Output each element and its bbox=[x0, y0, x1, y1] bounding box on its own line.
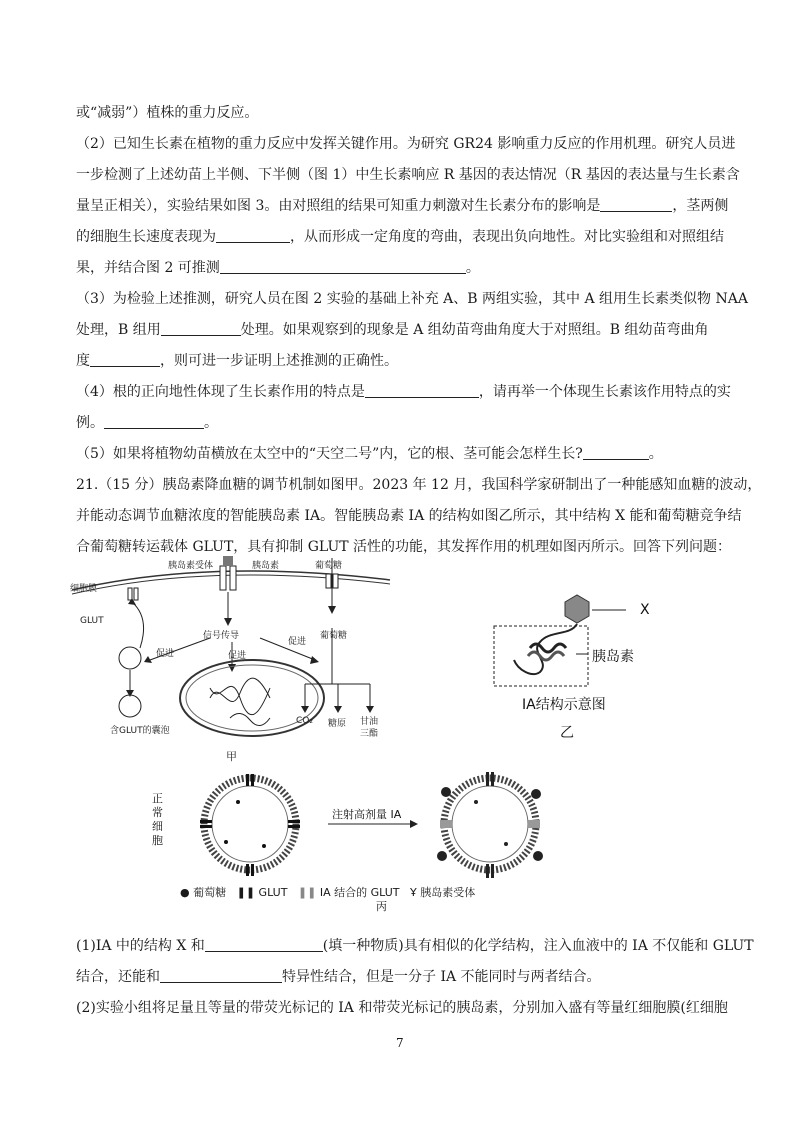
figure-bing-caption: 丙 bbox=[376, 900, 387, 913]
figure-yi-drawing bbox=[480, 590, 690, 690]
triglyceride-label-2: 三酯 bbox=[360, 729, 379, 739]
figure-yi-caption: 乙 bbox=[560, 725, 574, 741]
text-line: 合葡萄糖转运载体 GLUT，具有抑制 GLUT 活性的功能，其发挥作用的机理如图丙所示。回答下列问题： bbox=[76, 539, 732, 555]
ia-structure-title: IA结构示意图 bbox=[522, 697, 606, 713]
answer-blank[interactable] bbox=[104, 414, 204, 429]
figure-jia-caption: 甲 bbox=[226, 750, 237, 763]
answer-blank[interactable] bbox=[600, 197, 672, 212]
answer-blank[interactable] bbox=[365, 383, 479, 398]
promote-left-label: 促进 bbox=[156, 649, 175, 659]
legend-glucose-icon: ● bbox=[180, 886, 190, 899]
insulin-receptor-label: 胰岛素受体 bbox=[168, 561, 214, 571]
legend-receptor-icon: Ұ bbox=[410, 886, 417, 899]
answer-blank[interactable] bbox=[216, 228, 290, 243]
glucose-in-label: 葡萄糖 bbox=[320, 631, 348, 641]
triglyceride-label-1: 甘油 bbox=[360, 717, 379, 727]
answer-blank[interactable] bbox=[205, 937, 323, 952]
inject-ia-label: 注射高剂量 IA bbox=[332, 808, 402, 821]
legend-glut: GLUT bbox=[258, 886, 288, 899]
answer-blank[interactable] bbox=[583, 445, 649, 460]
text-line: （4）根的正向地性体现了生长素作用的特点是 ，请再举一个体现生长素该作用特点的实 bbox=[76, 384, 731, 400]
legend-receptor: 胰岛素受体 bbox=[420, 886, 476, 899]
text-line: 一步检测了上述幼苗上半侧、下半侧（图 1）中生长素响应 R 基因的表达情况（R 基因的表达量与生长素含 bbox=[76, 167, 740, 183]
promote-mid-label: 促进 bbox=[228, 651, 247, 661]
text-line: （5）如果将植物幼苗横放在太空中的“天空二号”内，它的根、茎可能会怎样生长? 。 bbox=[76, 446, 663, 462]
figure-jia bbox=[70, 548, 400, 763]
figure-bing-drawing bbox=[150, 772, 600, 882]
legend-ia-glut: IA 结合的 GLUT bbox=[319, 886, 400, 899]
text-line: 21.（15 分）胰岛素降血糖的调节机制如图甲。2023 年 12 月，我国科学家研制出了一种能感知血糖的波动， bbox=[76, 477, 762, 493]
text-line: 量呈正相关），实验结果如图 3。由对照组的结果可知重力刺激对生长素分布的影响是 ，茎两侧 bbox=[76, 198, 729, 214]
text-line: (1)IA 中的结构 X 和 (填一种物质)具有相似的化学结构，注入血液中的 IA 不仅能和 GLUT bbox=[76, 938, 754, 954]
answer-blank[interactable] bbox=[160, 968, 282, 983]
text-line: 或“减弱”）植株的重力反应。 bbox=[76, 105, 259, 121]
signal-label: 信号传导 bbox=[203, 631, 240, 641]
glut-label: GLUT bbox=[80, 616, 104, 626]
x-label: X bbox=[640, 602, 650, 618]
text-line: 结合，还能和 特异性结合，但是一分子 IA 不能同时与两者结合。 bbox=[76, 969, 601, 985]
glucose-out-label: 葡萄糖 bbox=[315, 561, 343, 571]
page-number: 7 bbox=[396, 1036, 404, 1050]
vesicle-label: 含GLUT的囊泡 bbox=[110, 726, 170, 736]
text-line: 度 ，则可进一步证明上述推测的正确性。 bbox=[76, 353, 398, 369]
promote-right-label: 促进 bbox=[288, 637, 307, 647]
text-line: (2)实验小组将足量且等量的带荧光标记的 IA 和带荧光标记的胰岛素，分别加入盛有等量红细胞膜(红细胞 bbox=[76, 1000, 728, 1016]
text-line: 的细胞生长速度表现为 ，从而形成一定角度的弯曲，表现出负向地性。对比实验组和对照组结 bbox=[76, 229, 724, 245]
text-line: （2）已知生长素在植物的重力反应中发挥关键作用。为研究 GR24 影响重力反应的作用机理。研究人员进 bbox=[76, 136, 736, 152]
cell-membrane-label: 细胞膜 bbox=[70, 584, 98, 594]
figure-yi bbox=[480, 590, 690, 750]
normal-cell-label: 正常细胞 bbox=[152, 792, 163, 847]
figure-bing bbox=[150, 772, 600, 912]
text-line: 果，并结合图 2 可推测 。 bbox=[76, 260, 480, 276]
insulin-label: 胰岛素 bbox=[252, 561, 280, 571]
legend-glucose: 葡萄糖 bbox=[193, 886, 227, 899]
answer-blank[interactable] bbox=[90, 352, 160, 367]
glycogen-label: 糖原 bbox=[328, 719, 347, 729]
co2-label: CO₂ bbox=[296, 716, 313, 726]
text-line: （3）为检验上述推测，研究人员在图 2 实验的基础上补充 A、B 两组实验，其中 A 组用生长素类似物 NAA bbox=[76, 291, 748, 307]
legend-glut-icon: ❚❚ bbox=[236, 886, 256, 899]
insulin-yi-label: 胰岛素 bbox=[592, 649, 634, 665]
answer-blank[interactable] bbox=[220, 259, 466, 274]
legend-ia-glut-icon: ❚❚ bbox=[297, 886, 317, 899]
answer-blank[interactable] bbox=[161, 321, 241, 336]
text-line: 例。 。 bbox=[76, 415, 218, 431]
text-line: 并能动态调节血糖浓度的智能胰岛素 IA。智能胰岛素 IA 的结构如图乙所示，其中结构 X 能和葡萄糖竞争结 bbox=[76, 508, 742, 524]
text-line: 处理，B 组用 处理。如果观察到的现象是 A 组幼苗弯曲角度大于对照组。B 组幼苗弯曲角 bbox=[76, 322, 709, 338]
figure-bing-legend bbox=[180, 884, 600, 900]
